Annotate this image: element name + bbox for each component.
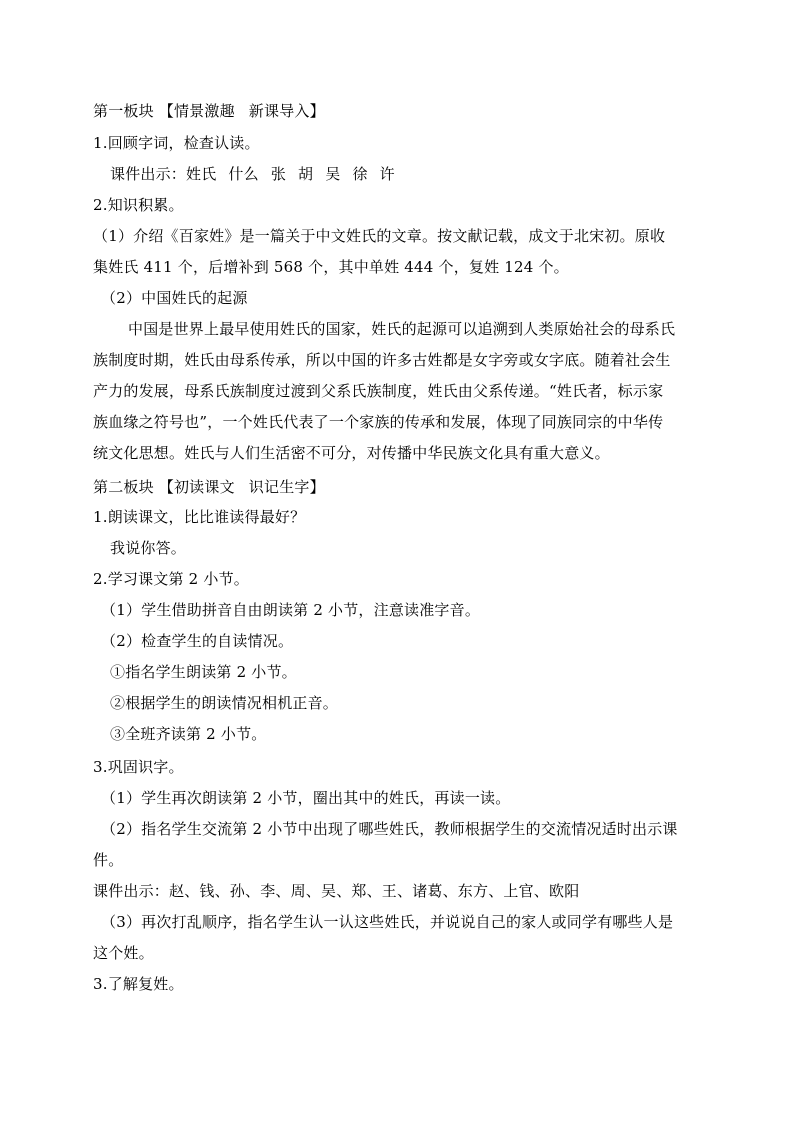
list-item: （2）指名学生交流第 2 小节中出现了哪些姓氏，教师根据学生的交流情况适时出示课 <box>101 820 678 838</box>
list-item: （2）检查学生的自读情况。 <box>101 632 294 650</box>
paragraph-line: 统文化思想。姓氏与人们生活密不可分，对传播中华民族文化具有重大意义。 <box>93 444 610 462</box>
courseware-prefix: 课件出示： <box>110 165 187 183</box>
paragraph-line: 族血缘之符号也”，一个姓氏代表了一个家族的传承和发展，体现了同族同宗的中华传 <box>93 413 664 431</box>
section-1-title-a: 【情景激趣 <box>158 102 235 120</box>
list-item: ③全班齐读第 2 小节。 <box>110 725 267 743</box>
list-item: 2.学习课文第 2 小节。 <box>93 570 249 588</box>
section-1-label: 第一板块 <box>93 102 154 120</box>
list-item: 件。 <box>93 851 124 869</box>
paragraph-line: 中国是世界上最早使用姓氏的国家，姓氏的起源可以追溯到人类原始社会的母系氏 <box>128 320 676 338</box>
word-item: 姓氏 <box>186 165 217 183</box>
section-1-heading <box>93 101 325 121</box>
word-item: 胡 <box>298 165 314 183</box>
paragraph-line: （1）介绍《百家姓》是一篇关于中文姓氏的文章。按文献记载，成文于北宋初。原收 <box>93 227 666 245</box>
list-item: ②根据学生的朗读情况相机正音。 <box>110 694 339 712</box>
paragraph-line: 集姓氏 411 个，后增补到 568 个，其中单姓 444 个，复姓 124 个。 <box>93 258 569 276</box>
section-2-label: 第二板块 <box>93 478 154 496</box>
list-item: 3.巩固识字。 <box>93 758 184 776</box>
list-item: ①指名学生朗读第 2 小节。 <box>110 663 297 681</box>
section-2-heading <box>93 477 325 497</box>
list-item: 3.了解复姓。 <box>93 975 184 993</box>
word-item: 徐 <box>352 165 368 183</box>
list-item: 我说你答。 <box>110 539 187 557</box>
line-review: 1.回顾字词，检查认读。 <box>93 134 260 152</box>
word-item: 许 <box>379 165 395 183</box>
section-2-title-a: 【初读课文 <box>158 478 235 496</box>
word-item: 什么 <box>228 165 259 183</box>
section-2-title-b: 识记生字】 <box>248 478 325 496</box>
word-item: 张 <box>270 165 287 183</box>
courseware-line-1 <box>110 164 395 184</box>
paragraph-line: 族制度时期，姓氏由母系传承，所以中国的许多古姓都是女字旁或女字底。随着社会生 <box>93 351 671 369</box>
paragraph-line: 产力的发展，母系氏族制度过渡到父系氏族制度，姓氏由父系传递。“姓氏者，标示家 <box>93 382 664 400</box>
list-item: （1）学生借助拼音自由朗读第 2 小节，注意读准字音。 <box>101 601 481 619</box>
list-item: （1）学生再次朗读第 2 小节，圈出其中的姓氏，再读一读。 <box>101 789 511 807</box>
list-item: 这个姓。 <box>93 944 154 962</box>
courseware-line-2: 课件出示：赵、钱、孙、李、周、吴、郑、王、诸葛、东方、上官、欧阳 <box>93 882 580 900</box>
line-knowledge: 2.知识积累。 <box>93 196 184 214</box>
subheading-origin: （2）中国姓氏的起源 <box>101 289 248 307</box>
word-item: 吴 <box>325 165 341 183</box>
list-item: 1.朗读课文，比比谁读得最好？ <box>93 508 306 526</box>
section-1-title-b: 新课导入】 <box>248 102 325 120</box>
list-item: （3）再次打乱顺序，指名学生认一认这些姓氏，并说说自己的家人或同学有哪些人是 <box>101 913 674 931</box>
